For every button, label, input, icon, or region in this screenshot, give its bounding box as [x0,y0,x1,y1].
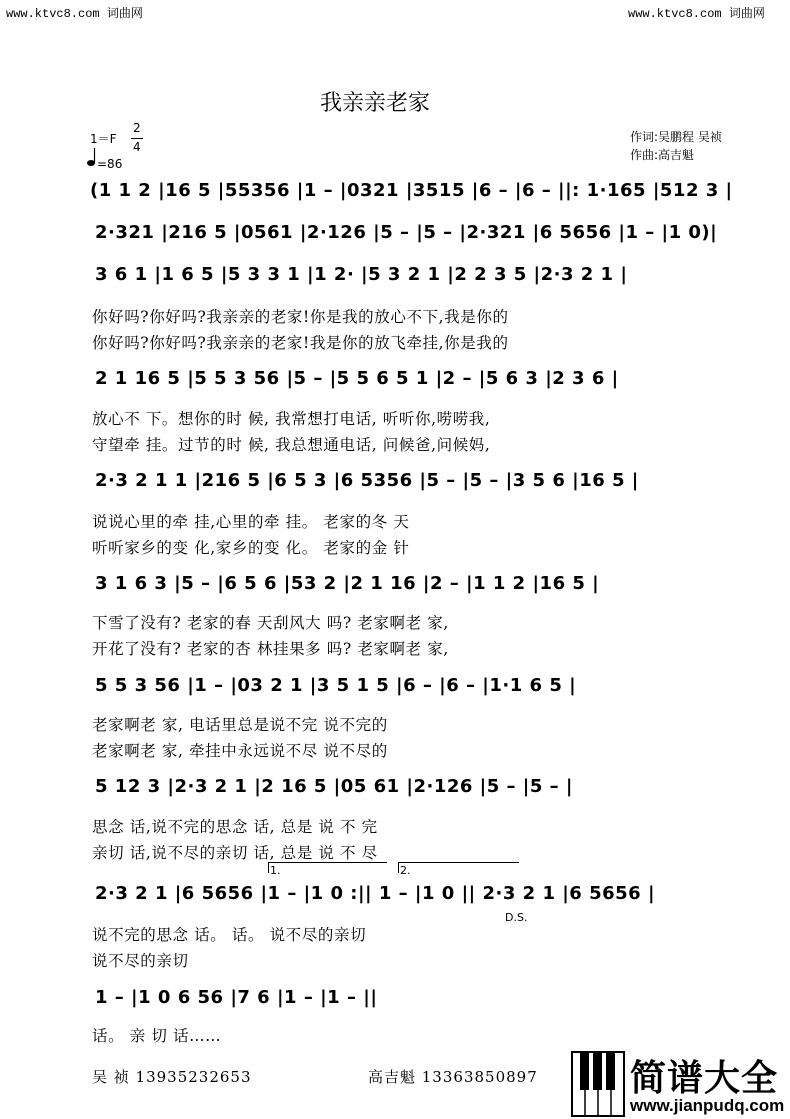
lyricist: 作词:吴鹏程 吴祯 [630,130,722,144]
score-row-9: 2·3 2 1 |6 5656 |1 – |1 0 :|| 1 – |1 0 || 2·3 2 1 |6 5656 | [95,883,656,904]
lyric-row-4-verse-2: 守望牵 挂。过节的时 候, 我总想通电话, 问候爸,问候妈, [92,436,491,454]
time-signature-top: 2 [133,121,141,135]
lyric-row-6-verse-1: 下雪了没有? 老家的春 天刮风大 吗? 老家啊老 家, [92,614,449,632]
lyric-row-3-verse-2: 你好吗?你好吗?我亲亲的老家!我是你的放飞牵挂,你是我的 [92,334,509,352]
lyric-row-3-verse-1: 你好吗?你好吗?我亲亲的老家!你是我的放心不下,我是你的 [92,308,509,326]
lyric-row-7-verse-1: 老家啊老 家, 电话里总是说不完 说不完的 [92,716,388,734]
volta-2-bracket [398,862,519,873]
tempo-marking: =86 [97,157,123,171]
time-signature-bottom: 4 [133,140,141,154]
lyric-row-10-verse-1: 话。 亲 切 话…… [92,1027,222,1045]
score-row-3: 3 6 1 |1 6 5 |5 3 3 1 |1 2· |5 3 2 1 |2 2 3 5 |2·3 2 1 | [95,264,628,285]
key-signature: 1＝F [90,132,117,146]
time-signature-line [131,138,143,139]
lyric-row-8-verse-1: 思念 话,说不完的思念 话, 总是 说 不 完 [92,818,378,836]
lyric-row-9-verse-2: 说不尽的亲切 [92,952,189,970]
ds-marking: D.S. [505,911,528,924]
site-label-left[interactable]: www.ktvc8.com 词曲网 [6,7,143,21]
volta-2-label: 2. [400,864,411,877]
contact-composer: 高吉魁 13363850897 [368,1068,538,1086]
jianpu-logo [570,1050,790,1119]
lyric-row-9-verse-1: 说不完的思念 话。 话。 说不尽的亲切 [92,926,367,944]
score-row-2: 2·321 |216 5 |0561 |2·126 |5 – |5 – |2·321 |6 5656 |1 – |1 0)| [95,222,718,243]
site-label-right[interactable]: www.ktvc8.com 词曲网 [628,7,765,21]
lyric-row-7-verse-2: 老家啊老 家, 牵挂中永远说不尽 说不尽的 [92,742,388,760]
contact-lyricist: 吴 祯 13935232653 [92,1068,252,1086]
volta-1-label: 1. [270,864,281,877]
logo-url: www.jianpudq.com [630,1096,785,1115]
score-row-10: 1 – |1 0 6 56 |7 6 |1 – |1 – || [95,987,378,1008]
volta-1-bracket [268,862,387,873]
lyric-row-5-verse-2: 听听家乡的变 化,家乡的变 化。 老家的金 针 [92,539,410,557]
score-row-7: 5 5 3 56 |1 – |03 2 1 |3 5 1 5 |6 – |6 – |1·1 6 5 | [95,675,577,696]
lyric-row-4-verse-1: 放心不 下。想你的时 候, 我常想打电话, 听听你,唠唠我, [92,410,491,428]
lyric-row-6-verse-2: 开花了没有? 老家的杏 林挂果多 吗? 老家啊老 家, [92,640,449,658]
song-title: 我亲亲老家 [320,91,431,116]
lyric-row-5-verse-1: 说说心里的牵 挂,心里的牵 挂。 老家的冬 天 [92,513,410,531]
score-row-6: 3 1 6 3 |5 – |6 5 6 |53 2 |2 1 16 |2 – |1 1 2 |16 5 | [95,573,600,594]
score-row-4: 2 1 16 5 |5 5 3 56 |5 – |5 5 6 5 1 |2 – |5 6 3 |2 3 6 | [95,368,619,389]
composer: 作曲:高吉魁 [630,148,695,162]
lyric-row-8-verse-2: 亲切 话,说不尽的亲切 话, 总是 说 不 尽 [92,844,378,862]
logo-title: 简谱大全 [630,1058,779,1099]
score-row-8: 5 12 3 |2·3 2 1 |2 16 5 |05 61 |2·126 |5 – |5 – | [95,776,573,797]
score-row-5: 2·3 2 1 1 |216 5 |6 5 3 |6 5356 |5 – |5 – |3 5 6 |16 5 | [95,470,639,491]
score-row-1: (1 1 2 |16 5 |55356 |1 – |0321 |3515 |6 – |6 – ||: 1·165 |512 3 | [90,180,733,201]
